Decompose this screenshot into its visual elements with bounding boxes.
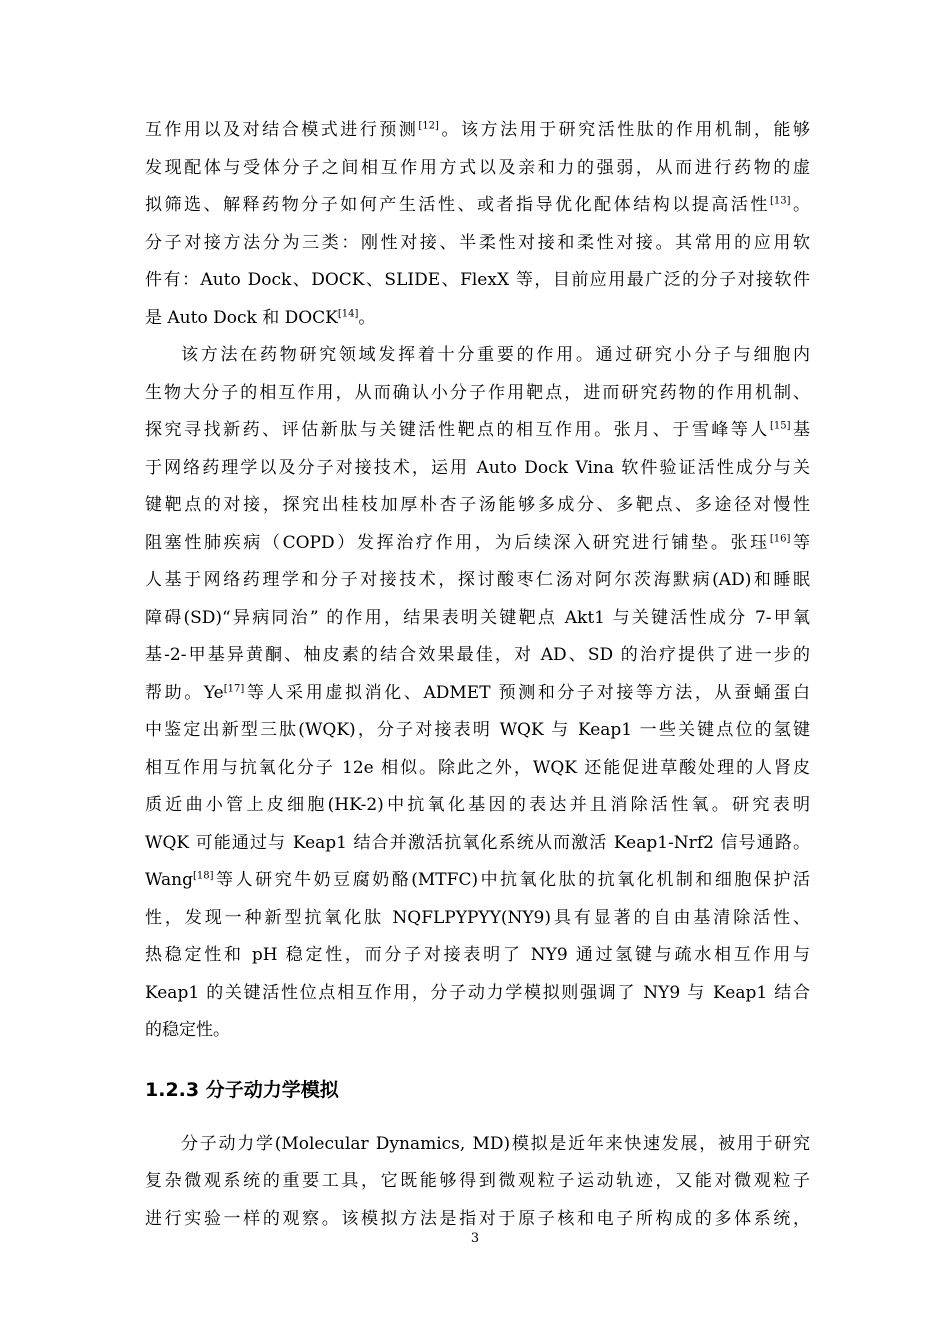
text-line [145, 112, 810, 150]
text-line [145, 675, 810, 713]
text-line [145, 1163, 810, 1201]
text-span: 该方法在药物研究领域发挥着十分重要的作用。通过研究小分子与细胞内 [181, 345, 810, 365]
text-line [145, 750, 810, 788]
text-span: 分子动力学(Molecular Dynamics, MD)模拟是近年来快速发展，被用于研究 [181, 1133, 810, 1154]
text-line [145, 150, 810, 188]
text-line [145, 337, 810, 375]
text-span: 生物大分子的相互作用，从而确认小分子作用靶点，进而研究药物的作用机制、 [145, 382, 810, 403]
text-line [145, 637, 810, 675]
citation-ref: [17] [223, 682, 245, 694]
citation-ref: [15] [769, 420, 791, 432]
text-line [145, 787, 810, 825]
text-line [145, 262, 810, 300]
text-span: 键靶点的对接，探究出桂枝加厚朴杏子汤能够多成分、多靶点、多途径对慢性 [145, 495, 810, 515]
text-span: 。该方法用于研究活性肽的作用机制，能够 [438, 120, 811, 140]
paragraph [145, 1126, 810, 1239]
text-span: 拟筛选、解释药物分子如何产生活性、或者指导优化配体结构以提高活性 [145, 195, 770, 215]
paragraph [145, 112, 810, 337]
text-span: 质近曲小管上皮细胞(HK-2)中抗氧化基因的表达并且消除活性氧。研究表明 [145, 795, 810, 815]
text-span: 性，发现一种新型抗氧化肽 NQFLPYPYY(NY9)具有显著的自由基清除活性、 [145, 907, 810, 928]
text-span: 基 [790, 420, 810, 440]
text-span: 帮助。Ye [145, 682, 224, 703]
document-body [145, 112, 810, 1238]
text-span: 等 [790, 532, 811, 553]
text-span: 发现配体与受体分子之间相互作用方式以及亲和力的强弱，从而进行药物的虚 [145, 157, 810, 178]
text-line [145, 1012, 810, 1050]
text-span: 人基于网络药理学和分子对接技术，探讨酸枣仁汤对阿尔茨海默病(AD)和睡眠 [145, 570, 810, 590]
text-line [145, 862, 810, 900]
text-line [145, 712, 810, 750]
paragraph [145, 337, 810, 1050]
text-span: 复杂微观系统的重要工具，它既能够得到微观粒子运动轨迹，又能对微观粒子 [145, 1171, 810, 1191]
text-span: 于网络药理学以及分子对接技术，运用 Auto Dock Vina 软件验证活性成分与关 [145, 457, 810, 478]
text-line [145, 412, 810, 450]
text-line [145, 450, 810, 488]
text-span: 互作用以及对结合模式进行预测 [145, 120, 419, 140]
text-line [145, 525, 810, 563]
text-span: Keap1 的关键活性位点相互作用，分子动力学模拟则强调了 NY9 与 Keap1 结合 [145, 982, 810, 1003]
text-line [145, 975, 810, 1013]
text-span: 进行实验一样的观察。该模拟方法是指对于原子核和电子所构成的多体系统， [145, 1208, 810, 1229]
text-line [145, 487, 810, 525]
text-span: 障碍(SD)“异病同治” 的作用，结果表明关键靶点 Akt1 与关键活性成分 7-甲氧 [145, 607, 810, 628]
text-span: 的稳定性。 [145, 1020, 230, 1040]
text-span: 。 [358, 307, 376, 328]
citation-ref: [18] [192, 870, 214, 882]
citation-ref: [14] [337, 307, 359, 319]
text-span: 相互作用与抗氧化分子 12e 相似。除此之外，WQK 还能促进草酸处理的人肾皮 [145, 757, 810, 778]
text-span: 分子对接方法分为三类：刚性对接、半柔性对接和柔性对接。其常用的应用软 [145, 232, 810, 253]
text-span: 是 Auto Dock 和 DOCK [145, 307, 338, 328]
text-line [145, 300, 810, 338]
text-span: 基-2-甲基异黄酮、柚皮素的结合效果最佳，对 AD、SD 的治疗提供了进一步的 [145, 645, 810, 665]
page-number: 3 [470, 1231, 480, 1246]
text-span: 热稳定性和 pH 稳定性，而分子对接表明了 NY9 通过氢键与疏水相互作用与 [145, 945, 810, 965]
text-line [145, 825, 810, 863]
citation-ref: [13] [769, 195, 791, 207]
text-span: 等人研究牛奶豆腐奶酪(MTFC)中抗氧化肽的抗氧化机制和细胞保护活 [213, 870, 810, 890]
section-heading: 1.2.3 分子动力学模拟 [145, 1078, 339, 1101]
text-line [145, 937, 810, 975]
citation-ref: [12] [418, 120, 439, 132]
text-span: 探究寻找新药、评估新肽与关键活性靶点的相互作用。张月、于雪峰等人 [145, 420, 770, 440]
text-span: 件有：Auto Dock、DOCK、SLIDE、FlexX 等，目前应用最广泛的分子对接软件 [145, 270, 810, 290]
text-line [145, 187, 810, 225]
text-span: WQK 可能通过与 Keap1 结合并激活抗氧化系统从而激活 Keap1-Nrf2 信号通路。 [145, 832, 810, 853]
text-line [145, 600, 810, 638]
text-span: 等人采用虚拟消化、ADMET 预测和分子对接等方法，从蚕蛹蛋白 [244, 682, 810, 703]
text-line [145, 900, 810, 938]
text-span: 阻塞性肺疾病（COPD）发挥治疗作用，为后续深入研究进行铺垫。张珏 [145, 532, 770, 553]
text-line [145, 375, 810, 413]
text-span: 。 [790, 195, 810, 215]
text-line [145, 1126, 810, 1164]
citation-ref: [16] [769, 532, 791, 544]
text-span: 中鉴定出新型三肽(WQK)，分子对接表明 WQK 与 Keap1 一些关键点位的氢键 [145, 720, 810, 740]
text-line [145, 562, 810, 600]
text-line [145, 225, 810, 263]
text-span: Wang [145, 870, 193, 890]
